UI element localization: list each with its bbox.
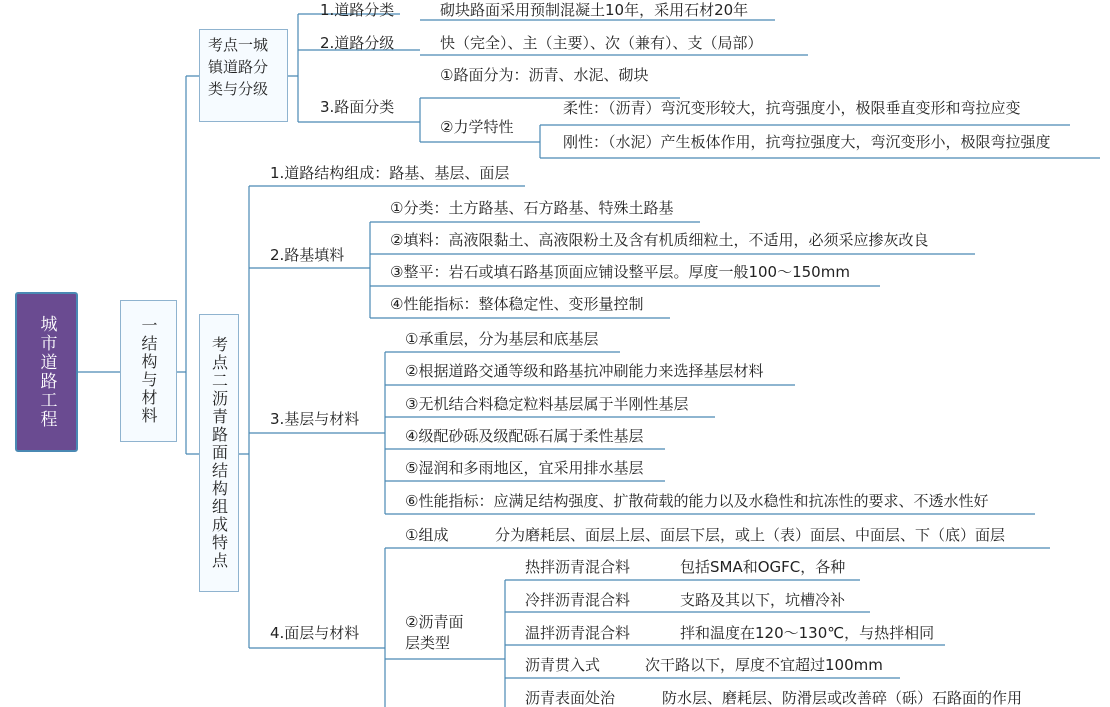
pavement-types-text: ①路面分为：沥青、水泥、砌块 bbox=[440, 66, 649, 84]
composition-text: 分为磨耗层、面层上层、面层下层，或上（表）面层、中面层、下（底）面层 bbox=[495, 526, 1006, 544]
subgrade-sub-3: ③整平：岩石或填石路基顶面应铺设整平层。厚度一般100～150mm bbox=[390, 263, 850, 281]
asphalt-type-desc-1: 包括SMA和OGFC，各种 bbox=[680, 558, 846, 576]
subgrade-sub-4: ④性能指标：整体稳定性、变形量控制 bbox=[390, 295, 644, 313]
root-label: 城市道路工程 bbox=[36, 315, 57, 429]
base-sub-2: ②根据道路交通等级和路基抗冲刷能力来选择基层材料 bbox=[405, 362, 764, 380]
asphalt-type-name-2: 冷拌沥青混合料 bbox=[525, 591, 631, 609]
mechanical-properties-label[interactable]: ②力学特性 bbox=[440, 118, 514, 136]
road-structure-text[interactable]: 1.道路结构组成：路基、基层、面层 bbox=[270, 164, 510, 182]
road-grading-label[interactable]: 2.道路分级 bbox=[320, 34, 395, 52]
section-structure-materials[interactable] bbox=[120, 300, 177, 442]
road-classification-text: 砌块路面采用预制混凝土10年，采用石材20年 bbox=[440, 1, 749, 19]
topic2-title: 考点二沥青路面结构组成特点 bbox=[209, 336, 229, 570]
base-course-label[interactable]: 3.基层与材料 bbox=[270, 410, 360, 428]
base-sub-6: ⑥性能指标：应满足结构强度、扩散荷载的能力以及水稳性和抗冻性的要求、不透水性好 bbox=[405, 492, 989, 510]
topic2-node[interactable] bbox=[199, 314, 239, 592]
asphalt-type-name-3: 温拌沥青混合料 bbox=[525, 624, 631, 642]
base-sub-1: ①承重层，分为基层和底基层 bbox=[405, 330, 599, 348]
topic1-node[interactable] bbox=[199, 29, 288, 122]
rigid-pavement-text: 刚性：（水泥）产生板体作用，抗弯拉强度大，弯沉变形小，极限弯拉强度 bbox=[563, 133, 1051, 151]
asphalt-type-desc-5: 防水层、磨耗层、防滑层或改善碎（砾）石路面的作用 bbox=[662, 689, 1023, 707]
road-classification-label[interactable]: 1.道路分类 bbox=[320, 1, 395, 19]
asphalt-type-desc-3: 拌和温度在120～130℃，与热拌相同 bbox=[680, 624, 935, 642]
section-label: 一结构与材料 bbox=[139, 317, 158, 425]
surface-course-label[interactable]: 4.面层与材料 bbox=[270, 624, 360, 642]
subgrade-sub-1: ①分类：土方路基、石方路基、特殊土路基 bbox=[390, 199, 674, 217]
topic1-title: 考点一城镇道路分类与分级 bbox=[208, 36, 269, 98]
asphalt-type-name-1: 热拌沥青混合料 bbox=[525, 558, 631, 576]
asphalt-type-name-5: 沥青表面处治 bbox=[525, 689, 616, 707]
road-grading-text: 快（完全）、主（主要）、次（兼有）、支（局部） bbox=[440, 34, 763, 52]
subgrade-sub-2: ②填料：高液限黏土、高液限粉土及含有机质细粒土，不适用，必须采应掺灰改良 bbox=[390, 231, 929, 249]
root-node[interactable] bbox=[15, 292, 78, 452]
base-sub-5: ⑤湿润和多雨地区，宜采用排水基层 bbox=[405, 459, 644, 477]
base-sub-3: ③无机结合料稳定粒料基层属于半刚性基层 bbox=[405, 395, 689, 413]
asphalt-type-desc-2: 支路及其以下，坑槽冷补 bbox=[680, 591, 846, 609]
asphalt-type-name-4: 沥青贯入式 bbox=[525, 656, 601, 674]
asphalt-types-label[interactable]: ②沥青面层类型 bbox=[405, 613, 464, 652]
pavement-classification-label[interactable]: 3.路面分类 bbox=[320, 98, 395, 116]
subgrade-fill-label[interactable]: 2.路基填料 bbox=[270, 246, 345, 264]
base-sub-4: ④级配砂砾及级配砾石属于柔性基层 bbox=[405, 427, 644, 445]
flexible-pavement-text: 柔性：（沥青）弯沉变形较大，抗弯强度小，极限垂直变形和弯拉应变 bbox=[563, 99, 1021, 117]
asphalt-type-desc-4: 次干路以下，厚度不宜超过100mm bbox=[645, 656, 883, 674]
composition-label[interactable]: ①组成 bbox=[405, 526, 449, 544]
